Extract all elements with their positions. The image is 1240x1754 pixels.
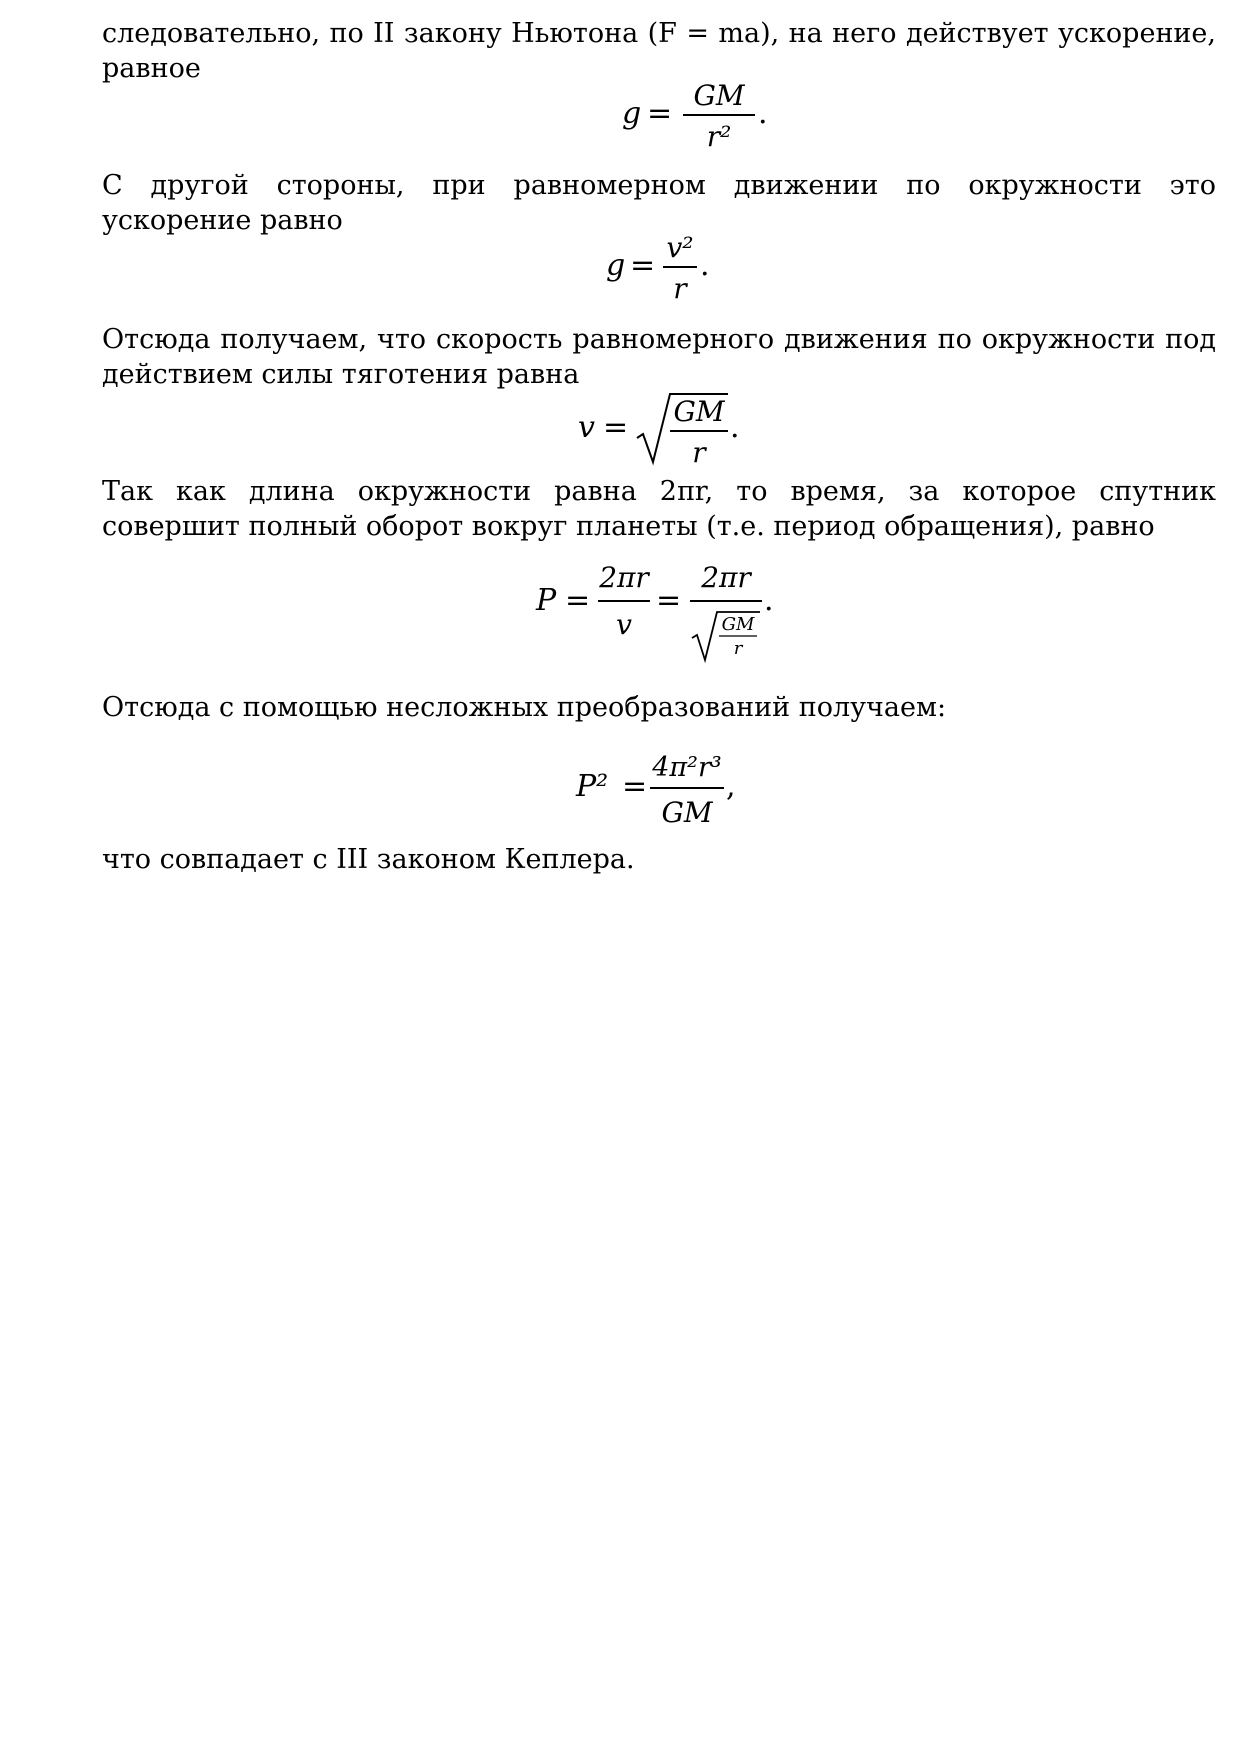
paragraph-transformation: Отсюда с помощью несложных преобразований получаем: (102, 692, 947, 723)
eq5-numerator: 4π²r³ (652, 752, 722, 783)
eq2-denominator: r (673, 272, 687, 305)
paragraph-orbital-velocity: Отсюда получаем, что скорость равномерного движения по окружности под действием силы тяготения равна (102, 324, 1216, 390)
paragraph-orbital-period: Так как длина окружности равна 2πr, то время, за которое спутник совершит полный оборот вокруг планеты (т.е. период обращения), равно (102, 476, 1216, 542)
eq4-inner-denominator: r (733, 638, 743, 659)
eq2-equals: = (630, 248, 656, 283)
eq3-denominator: r (692, 436, 706, 469)
equation-kepler-third-law (102, 746, 1216, 836)
eq3-period: . (730, 410, 740, 445)
paragraph-kepler-conclusion: что совпадает с III законом Кеплера. (102, 844, 635, 875)
eq1-lhs: g (622, 96, 642, 131)
paragraph-newton-law: следовательно, по II закону Ньютона (F = ma), на него действует ускорение, равное (102, 18, 1216, 84)
eq4-numerator-1: 2πr (599, 561, 649, 594)
eq2-numerator: v² (666, 231, 694, 264)
eq1-numerator: GM (693, 79, 745, 112)
equation-gravity-acceleration (102, 76, 1216, 156)
equation-centripetal-acceleration (102, 228, 1216, 308)
eq5-comma: , (726, 769, 736, 804)
eq5-equals: = (622, 769, 648, 804)
eq4-period: . (764, 583, 774, 618)
eq4-lhs: P (536, 583, 557, 618)
eq4-equals-2: = (656, 583, 682, 618)
eq1-denominator: r² (706, 120, 732, 153)
eq4-equals-1: = (565, 583, 591, 618)
equation-orbital-velocity (102, 390, 1216, 470)
eq4-denominator-1: v (616, 608, 632, 641)
eq5-denominator: GM (661, 796, 713, 829)
eq3-equals: = (603, 410, 629, 445)
paragraph-circular-motion: С другой стороны, при равномерном движении по окружности это ускорение равно (102, 170, 1216, 236)
eq4-inner-numerator: GM (721, 614, 755, 635)
eq1-equals: = (647, 96, 673, 131)
eq2-period: . (700, 248, 710, 283)
eq4-numerator-2: 2πr (701, 561, 751, 594)
eq2-lhs: g (606, 248, 626, 283)
eq5-lhs: P² (576, 769, 609, 804)
eq3-lhs: v (578, 410, 595, 445)
eq3-numerator: GM (673, 395, 725, 428)
eq1-period: . (758, 96, 768, 131)
equation-orbital-period (102, 556, 1216, 666)
